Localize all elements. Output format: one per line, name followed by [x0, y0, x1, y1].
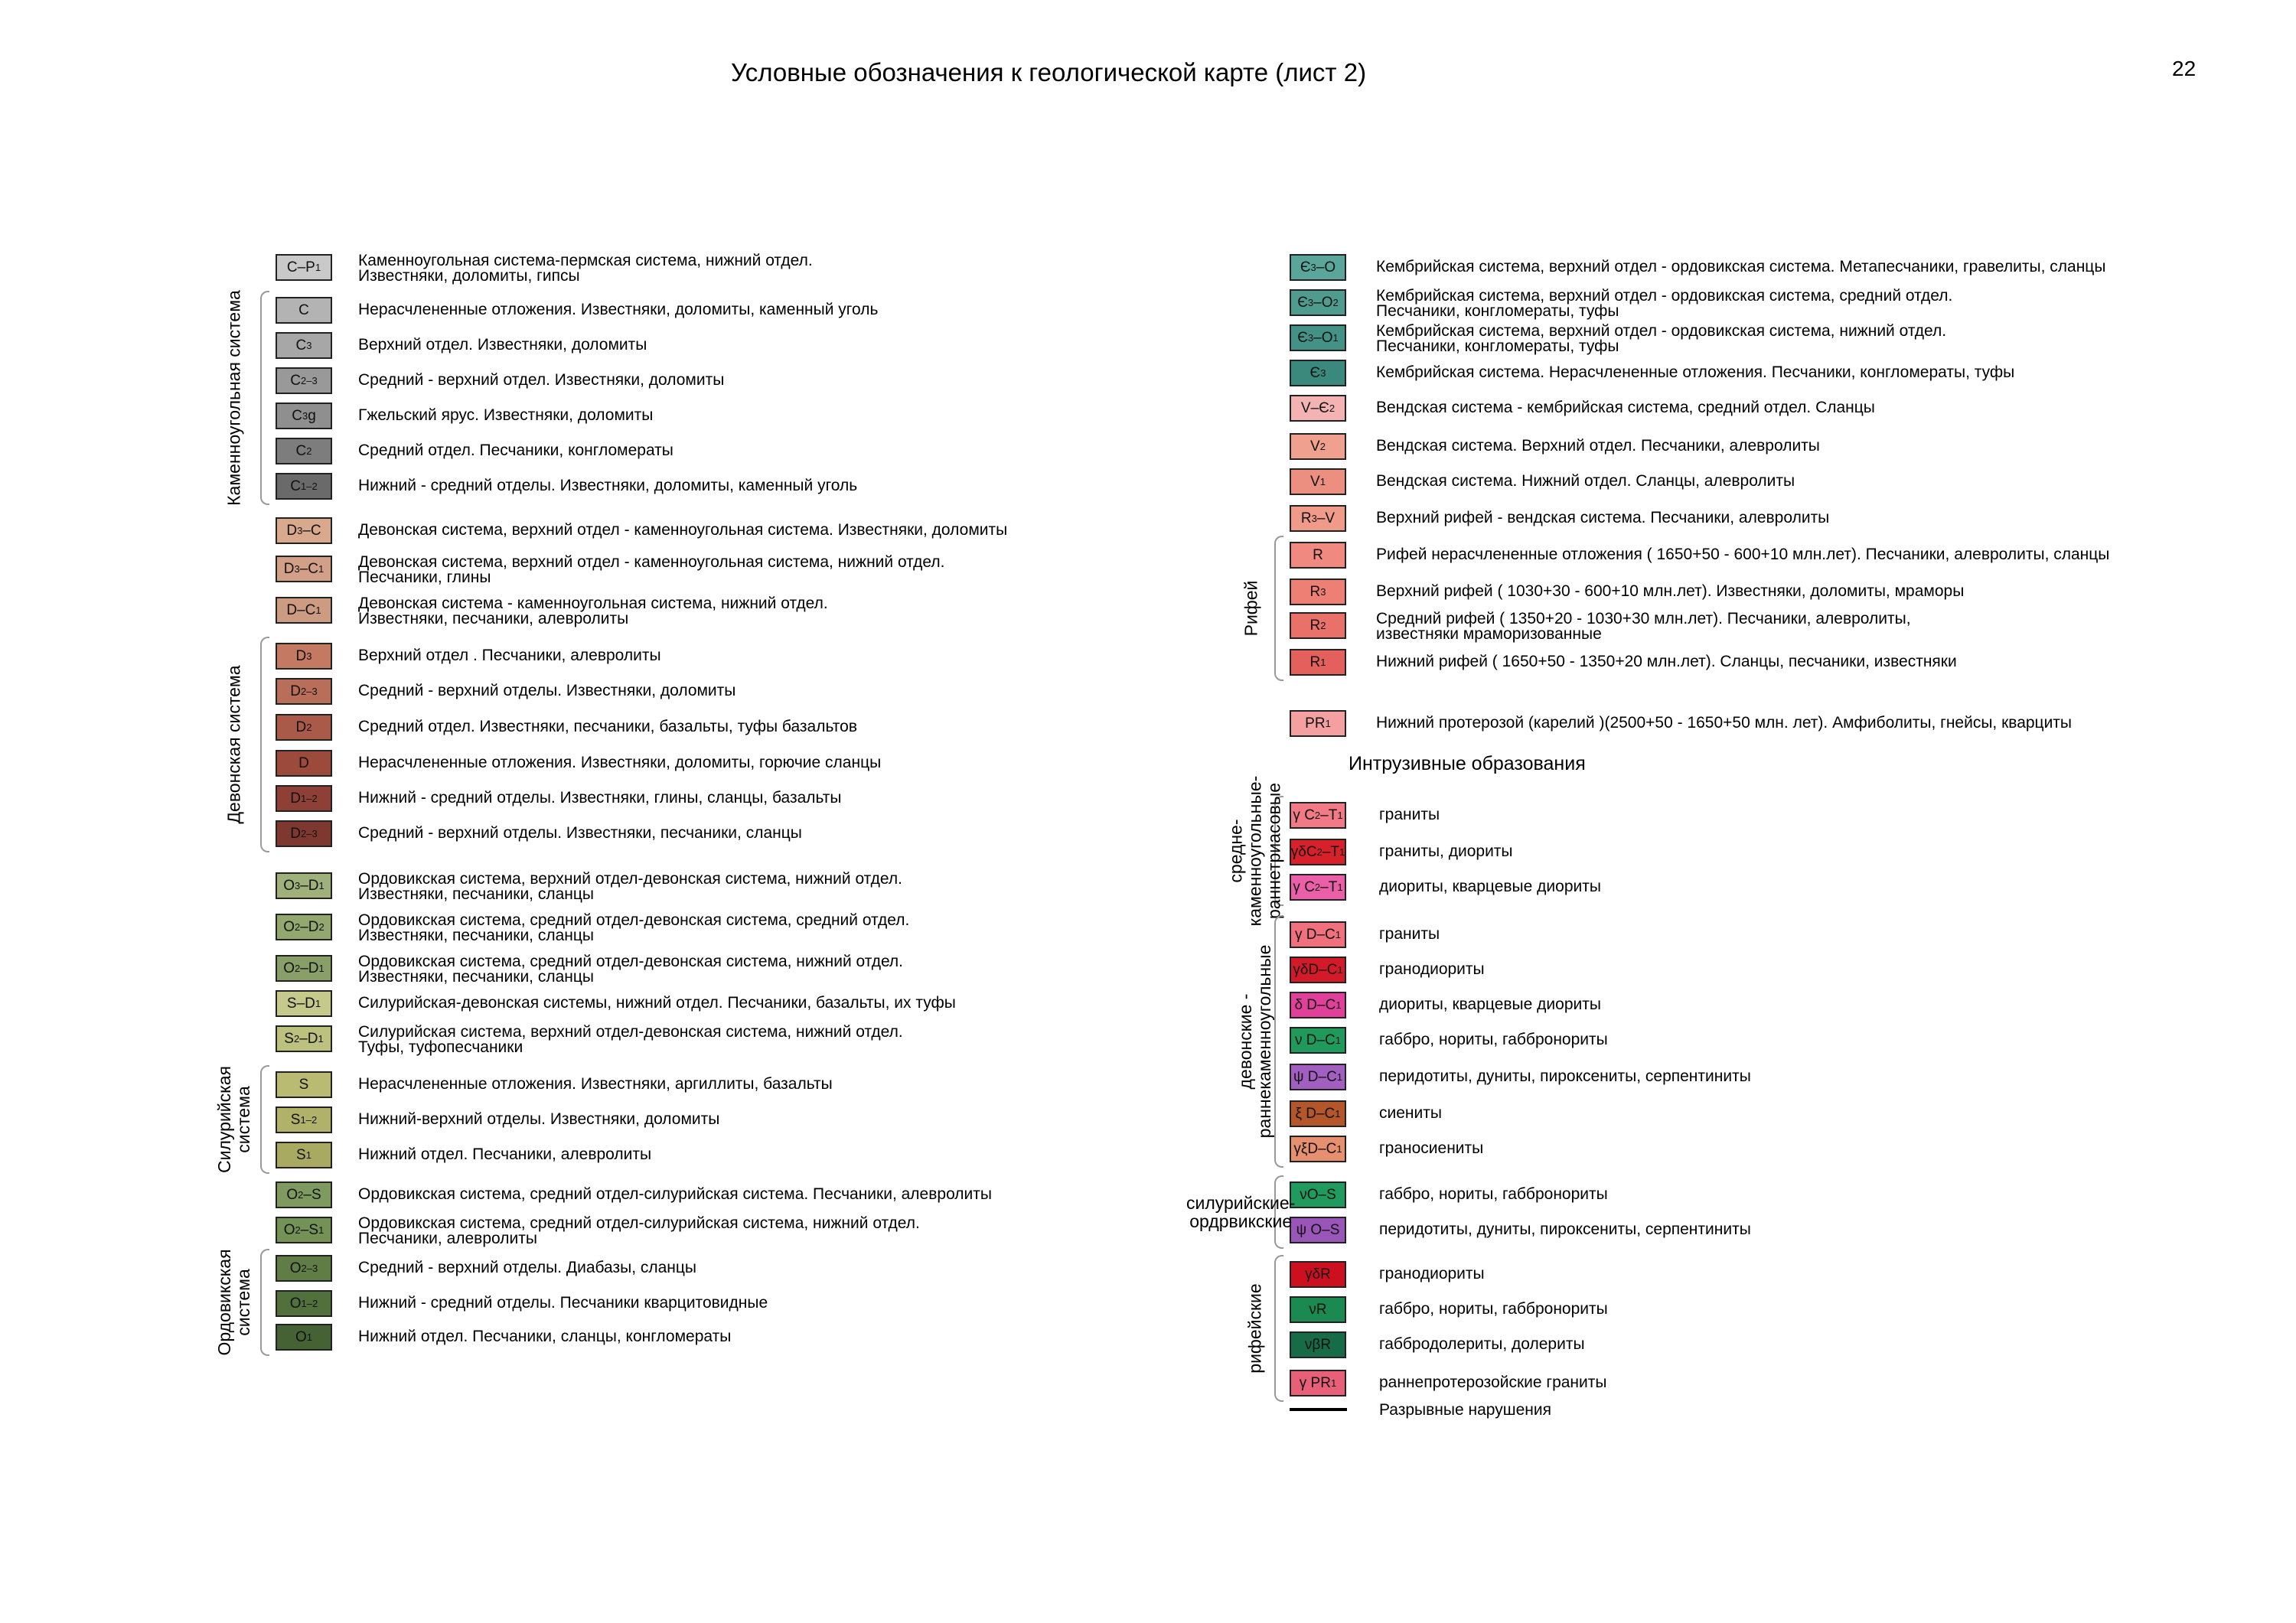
left-legend-description: [358, 1260, 696, 1276]
intrusive-legend-description: [1379, 879, 1601, 895]
intrusive-legend-swatch: γξD–C 1: [1290, 1136, 1346, 1162]
left-legend-description-line: Известняки, песчаники, сланцы: [358, 927, 594, 944]
intrusive-legend-group-label-line: средне-: [1225, 819, 1246, 883]
left-legend-swatch: O 2–3: [276, 1255, 332, 1282]
left-legend-group-label: [215, 1249, 253, 1355]
left-legend-swatch: O 1: [276, 1324, 332, 1351]
intrusive-legend-description: [1379, 1032, 1608, 1048]
left-legend-description-line: Средний - верхний отделы. Диабазы, сланцы: [358, 1259, 697, 1276]
right-legend-swatch: Є 3 –O 1: [1290, 324, 1346, 351]
intrusive-legend-swatch: γδC 2 –T 1: [1290, 839, 1346, 865]
left-legend-swatch: D 3 –C: [276, 517, 332, 544]
right-legend-group-label: [1242, 581, 1261, 637]
left-legend-description-line: Средний - верхний отделы. Известняки, доломиты: [358, 682, 736, 699]
intrusive-legend-group-label-line: силурийские-: [1186, 1193, 1296, 1213]
intrusive-legend-description-line: граносиениты: [1379, 1139, 1484, 1157]
right-legend-description-line: Верхний рифей - вендская система. Песчаники, алевролиты: [1376, 509, 1830, 526]
left-legend-description-line: Нерасчлененные отложения. Известняки, доломиты, горючие сланцы: [358, 754, 882, 771]
left-legend-description: [358, 408, 653, 423]
left-legend-group-label-line: Силурийская: [214, 1066, 234, 1173]
left-legend-description: [358, 1329, 731, 1344]
left-legend-group-label-line: Каменноугольная система: [223, 290, 244, 506]
left-legend-description: [358, 954, 903, 985]
left-legend-description: [358, 1077, 833, 1092]
left-legend-description-line: Средний - верхний отдел. Известняки, доломиты: [358, 371, 725, 389]
intrusive-legend-group-label: [1186, 1194, 1295, 1230]
left-legend-description: [358, 996, 956, 1011]
left-legend-swatch: O 1–2: [276, 1290, 332, 1317]
intrusive-legend-swatch: ψ D–C 1: [1290, 1064, 1346, 1090]
right-legend-description-line: Кембрийская система, верхний отдел - ордовикская система. Метапесчаники, гравелиты, сланцы: [1376, 258, 2106, 275]
left-legend-description: [358, 523, 1007, 538]
right-legend-swatch: R 1: [1290, 649, 1346, 676]
intrusive-legend-swatch: γ C 2 –T 1: [1290, 874, 1346, 901]
intrusive-legend-description: [1379, 1375, 1606, 1390]
right-legend-description: [1376, 438, 1820, 454]
right-legend-description: [1376, 547, 2109, 562]
right-legend-description-line: Кембрийская система, верхний отдел - ордовикская система, средний отдел.: [1376, 287, 1953, 305]
right-legend-swatch: Є 3 –O 2: [1290, 289, 1346, 316]
intrusive-legend-swatch: γ C 2 –T 1: [1290, 802, 1346, 829]
left-legend-swatch: D 2–3: [276, 678, 332, 705]
left-legend-description-line: Нижний-верхний отделы. Известняки, доломиты: [358, 1110, 720, 1128]
intrusive-legend-description-line: гранодиориты: [1379, 1265, 1485, 1282]
right-legend-description: [1376, 654, 1957, 670]
right-legend-description: [1376, 288, 1952, 319]
intrusive-legend-description-line: граниты: [1379, 925, 1440, 943]
left-legend-description: [358, 443, 673, 458]
left-legend-description: [358, 1147, 651, 1162]
left-legend-description: [358, 337, 647, 353]
left-legend-group-label: [225, 665, 244, 823]
left-legend-swatch: D 3 –C 1: [276, 556, 332, 582]
left-legend-group-brace: [260, 637, 269, 852]
left-legend-swatch: C 3: [276, 332, 332, 359]
intrusive-legend-description: [1379, 1141, 1483, 1156]
left-legend-swatch: O 2 –S: [276, 1181, 332, 1208]
left-legend-group-label-line: система: [233, 1086, 253, 1153]
intrusive-legend-description-line: габбро, нориты, габбронориты: [1379, 1300, 1608, 1318]
left-legend-swatch: C 1–2: [276, 473, 332, 500]
left-legend-swatch: D 1–2: [276, 785, 332, 812]
intrusive-legend-swatch: νO–S: [1290, 1181, 1346, 1208]
left-legend-description-line: Верхний отдел . Песчаники, алевролиты: [358, 647, 661, 664]
left-legend-description: [358, 648, 661, 663]
intrusive-legend-description: [1379, 1302, 1608, 1317]
left-legend-swatch: C 2–3: [276, 367, 332, 394]
left-legend-description-line: Каменноугольная система-пермская система, нижний отдел.: [358, 252, 813, 269]
intrusive-legend-description: [1379, 1106, 1442, 1121]
intrusive-legend-swatch: νβR: [1290, 1331, 1346, 1358]
left-legend-description: [358, 913, 909, 943]
intrusive-legend-description: [1379, 997, 1601, 1012]
right-legend-description-line: Средний рифей ( 1350+20 - 1030+30 млн.лет). Песчаники, алевролиты,: [1376, 610, 1911, 627]
right-legend-swatch: PR 1: [1290, 710, 1346, 737]
right-legend-description: [1376, 324, 1946, 354]
intrusive-section-title: Интрузивные образования: [1349, 753, 1586, 774]
right-legend-description-line: Рифей нерасчлененные отложения ( 1650+50 - 600+10 млн.лет). Песчаники, алевролиты, сланцы: [1376, 546, 2110, 563]
intrusive-legend-description-line: перидотиты, дуниты, пироксениты, серпентиниты: [1379, 1067, 1751, 1085]
intrusive-legend-group-label-line: раннекаменноугольные: [1254, 944, 1274, 1139]
intrusive-legend-description-line: габбро, нориты, габбронориты: [1379, 1031, 1608, 1048]
left-legend-description-line: Известняки, песчаники, сланцы: [358, 885, 594, 903]
right-legend-description-line: Кембрийская система. Нерасчлененные отложения. Песчаники, конгломераты, туфы: [1376, 363, 2015, 381]
left-legend-description-line: Девонская система, верхний отдел - каменноугольная система. Известняки, доломиты: [358, 521, 1008, 539]
left-legend-description-line: Нижний - средний отделы. Песчаники кварцитовидные: [358, 1294, 768, 1312]
left-legend-swatch: D–C 1: [276, 597, 332, 624]
left-legend-swatch: C 2: [276, 438, 332, 464]
right-legend-group-label-line: Рифей: [1241, 580, 1261, 637]
right-legend-group-brace: [1274, 536, 1283, 681]
right-legend-description-line: Нижний рифей ( 1650+50 - 1350+20 млн.лет). Сланцы, песчаники, известняки: [1376, 653, 1957, 670]
intrusive-legend-description: [1379, 1069, 1751, 1084]
intrusive-legend-group-label-line: каменноугольные-: [1244, 775, 1265, 927]
page-number: 22: [2172, 57, 2197, 80]
left-legend-description: [358, 719, 857, 735]
left-legend-swatch: S 2 –D 1: [276, 1025, 332, 1052]
left-legend-description: [358, 872, 902, 902]
left-legend-swatch: C: [276, 297, 332, 324]
left-legend-swatch: S 1–2: [276, 1106, 332, 1133]
left-legend-group-label-line: Ордовикская: [214, 1249, 234, 1356]
left-legend-description-line: Нижний отдел. Песчаники, алевролиты: [358, 1146, 652, 1163]
left-legend-description-line: Ордовикская система, средний отдел-силурийская система. Песчаники, алевролиты: [358, 1185, 992, 1203]
intrusive-legend-group-label-line: рифейские: [1244, 1283, 1265, 1374]
intrusive-legend-description-line: гранодиориты: [1379, 960, 1485, 978]
intrusive-legend-description-line: сиениты: [1379, 1104, 1442, 1122]
left-legend-description: [358, 373, 724, 388]
intrusive-legend-description: [1379, 1222, 1751, 1237]
intrusive-legend-group-label: [1227, 776, 1284, 927]
intrusive-legend-description: [1379, 1266, 1485, 1282]
left-legend-description-line: Нерасчлененные отложения. Известняки, доломиты, каменный уголь: [358, 301, 879, 318]
intrusive-legend-description: [1379, 1337, 1585, 1352]
left-legend-swatch: O 2 –S 1: [276, 1217, 332, 1243]
right-legend-swatch: R: [1290, 542, 1346, 569]
fault-label: Разрывные нарушения: [1379, 1401, 1551, 1419]
left-legend-description-line: Нижний отдел. Песчаники, сланцы, конгломераты: [358, 1328, 732, 1345]
intrusive-legend-description-line: габбродолериты, долериты: [1379, 1335, 1585, 1353]
right-legend-description-line: Вендская система. Верхний отдел. Песчаники, алевролиты: [1376, 437, 1820, 455]
left-legend-description: [358, 1295, 768, 1311]
right-legend-swatch: R 3 –V: [1290, 505, 1346, 532]
left-legend-description-line: Силурийская система, верхний отдел-девонская система, нижний отдел.: [358, 1023, 903, 1041]
left-legend-description-line: Ордовикская система, средний отдел-силурийская система, нижний отдел.: [358, 1214, 920, 1232]
right-legend-description: [1376, 259, 2105, 275]
right-legend-description-line: Песчаники, конгломераты, туфы: [1376, 302, 1619, 320]
right-legend-swatch: R 2: [1290, 612, 1346, 639]
intrusive-legend-swatch: ξ D–C 1: [1290, 1100, 1346, 1127]
right-legend-description: [1376, 715, 2072, 731]
right-legend-description-line: Нижний протерозой (карелий )(2500+50 - 1650+50 млн. лет). Амфиболиты, гнейсы, кварциты: [1376, 714, 2073, 732]
right-legend-description: [1376, 584, 1964, 599]
left-legend-swatch: S: [276, 1071, 332, 1098]
intrusive-legend-swatch: ψ O–S: [1290, 1217, 1346, 1243]
intrusive-legend-description: [1379, 927, 1440, 942]
left-legend-description-line: Известняки, доломиты, гипсы: [358, 267, 580, 285]
left-legend-group-label-line: система: [233, 1269, 253, 1336]
intrusive-legend-description: [1379, 807, 1440, 823]
intrusive-legend-description: [1379, 844, 1513, 859]
intrusive-legend-group-label-line: девонские -: [1235, 993, 1255, 1090]
intrusive-legend-swatch: γ PR 1: [1290, 1370, 1346, 1396]
left-legend-swatch: D 3: [276, 643, 332, 670]
intrusive-legend-description-line: габбро, нориты, габбронориты: [1379, 1185, 1608, 1203]
left-legend-description-line: Нерасчлененные отложения. Известняки, аргиллиты, базальты: [358, 1075, 833, 1093]
right-legend-swatch: Є 3 –O: [1290, 254, 1346, 281]
left-legend-swatch: S 1: [276, 1142, 332, 1168]
right-legend-description-line: Песчаники, конгломераты, туфы: [1376, 337, 1619, 355]
left-legend-description: [358, 1216, 920, 1247]
intrusive-legend-swatch: δ D–C 1: [1290, 992, 1346, 1018]
left-legend-swatch: D 2–3: [276, 820, 332, 847]
left-legend-swatch: O 2 –D 2: [276, 914, 332, 940]
left-legend-group-brace: [260, 1065, 269, 1174]
left-legend-description-line: Гжельский ярус. Известняки, доломиты: [358, 406, 654, 424]
right-legend-swatch: V 2: [1290, 433, 1346, 460]
left-legend-description: [358, 790, 842, 806]
right-legend-description: [1376, 510, 1829, 526]
left-legend-description-line: Ордовикская система, средний отдел-девонская система, средний отдел.: [358, 911, 910, 929]
intrusive-legend-description-line: граниты, диориты: [1379, 842, 1513, 860]
right-legend-description-line: Кембрийская система, верхний отдел - ордовикская система, нижний отдел.: [1376, 322, 1947, 340]
right-legend-swatch: Є 3: [1290, 360, 1346, 386]
left-legend-description-line: Средний отдел. Песчаники, конгломераты: [358, 442, 673, 459]
left-legend-group-label-line: Девонская система: [223, 665, 244, 824]
page-title: Условные обозначения к геологической карте (лист 2): [731, 58, 1367, 86]
left-legend-swatch: D 2: [276, 714, 332, 741]
left-legend-description: [358, 755, 881, 771]
intrusive-legend-group-label-line: ордрвикские: [1189, 1211, 1293, 1231]
right-legend-description-line: Вендская система. Нижний отдел. Сланцы, алевролиты: [1376, 472, 1795, 490]
intrusive-legend-swatch: νR: [1290, 1296, 1346, 1323]
left-legend-description-line: Ордовикская система, средний отдел-девонская система, нижний отдел.: [358, 953, 904, 970]
left-legend-description: [358, 302, 878, 318]
left-legend-description-line: Верхний отдел. Известняки, доломиты: [358, 336, 647, 354]
left-legend-description-line: Туфы, туфопесчаники: [358, 1038, 523, 1056]
right-legend-description: [1376, 611, 1911, 642]
right-legend-description: [1376, 474, 1795, 489]
left-legend-swatch: D: [276, 750, 332, 777]
right-legend-swatch: V 1: [1290, 468, 1346, 495]
left-legend-description-line: Ордовикская система, верхний отдел-девонская система, нижний отдел.: [358, 870, 902, 888]
intrusive-legend-description: [1379, 962, 1485, 977]
left-legend-group-brace: [260, 291, 269, 505]
left-legend-swatch: C–P 1: [276, 254, 332, 281]
left-legend-group-label: [215, 1066, 253, 1173]
left-legend-description-line: Девонская система, верхний отдел - каменноугольная система, нижний отдел.: [358, 553, 945, 571]
left-legend-description: [358, 683, 735, 699]
right-legend-swatch: R 3: [1290, 578, 1346, 605]
right-legend-description: [1376, 365, 2014, 380]
right-legend-description-line: известняки мраморизованные: [1376, 625, 1602, 643]
left-legend-description-line: Силурийская-девонская системы, нижний отдел. Песчаники, базальты, их туфы: [358, 994, 956, 1012]
left-legend-description-line: Девонская система - каменноугольная система, нижний отдел.: [358, 595, 828, 612]
intrusive-legend-group-brace: [1274, 915, 1283, 1168]
left-legend-description-line: Песчаники, алевролиты: [358, 1230, 537, 1247]
left-legend-description-line: Известняки, песчаники, сланцы: [358, 968, 594, 986]
intrusive-legend-group-brace: [1274, 1255, 1283, 1402]
left-legend-description: [358, 253, 813, 284]
left-legend-description: [358, 826, 802, 841]
left-legend-group-brace: [260, 1249, 269, 1356]
left-legend-group-label: [225, 290, 244, 506]
intrusive-legend-description-line: диориты, кварцевые диориты: [1379, 878, 1601, 895]
left-legend-description: [358, 596, 828, 627]
left-legend-description-line: Средний - верхний отделы. Известняки, песчаники, сланцы: [358, 824, 802, 842]
intrusive-legend-swatch: γ D–C 1: [1290, 921, 1346, 948]
intrusive-legend-swatch: γδR: [1290, 1261, 1346, 1288]
left-legend-description: [358, 1112, 719, 1127]
left-legend-description-line: Средний отдел. Известняки, песчаники, базальты, туфы базальтов: [358, 718, 857, 735]
left-legend-description-line: Известняки, песчаники, алевролиты: [358, 610, 629, 627]
intrusive-legend-description-line: диориты, кварцевые диориты: [1379, 996, 1601, 1013]
intrusive-legend-description-line: раннепротерозойские граниты: [1379, 1374, 1607, 1391]
left-legend-description-line: Нижний - средний отделы. Известняки, доломиты, каменный уголь: [358, 477, 858, 494]
left-legend-description: [358, 1025, 903, 1055]
left-legend-swatch: S–D 1: [276, 990, 332, 1017]
left-legend-description: [358, 555, 944, 585]
intrusive-legend-description-line: перидотиты, дуниты, пироксениты, серпентиниты: [1379, 1221, 1751, 1238]
intrusive-legend-description-line: граниты: [1379, 806, 1440, 823]
left-legend-swatch: C 3 g: [276, 402, 332, 429]
right-legend-description-line: Вендская система - кембрийская система, средний отдел. Сланцы: [1376, 399, 1875, 416]
left-legend-description: [358, 1187, 992, 1202]
left-legend-description: [358, 478, 857, 494]
right-legend-description: [1376, 400, 1875, 416]
intrusive-legend-swatch: γδD–C 1: [1290, 957, 1346, 983]
intrusive-legend-description: [1379, 1187, 1608, 1202]
left-legend-swatch: O 3 –D 1: [276, 872, 332, 899]
left-legend-description-line: Песчаники, глины: [358, 569, 491, 586]
fault-line-symbol: [1290, 1408, 1347, 1411]
right-legend-description-line: Верхний рифей ( 1030+30 - 600+10 млн.лет). Известняки, доломиты, мраморы: [1376, 582, 1965, 600]
intrusive-legend-group-label: [1236, 945, 1274, 1139]
intrusive-legend-group-label-line: раннетриасовые: [1264, 782, 1284, 920]
right-legend-swatch: V–Є 2: [1290, 395, 1346, 422]
intrusive-legend-group-label: [1246, 1283, 1265, 1373]
left-legend-description-line: Нижний - средний отделы. Известняки, глины, сланцы, базальты: [358, 789, 842, 807]
intrusive-legend-swatch: ν D–C 1: [1290, 1027, 1346, 1054]
left-legend-swatch: O 2 –D 1: [276, 955, 332, 982]
